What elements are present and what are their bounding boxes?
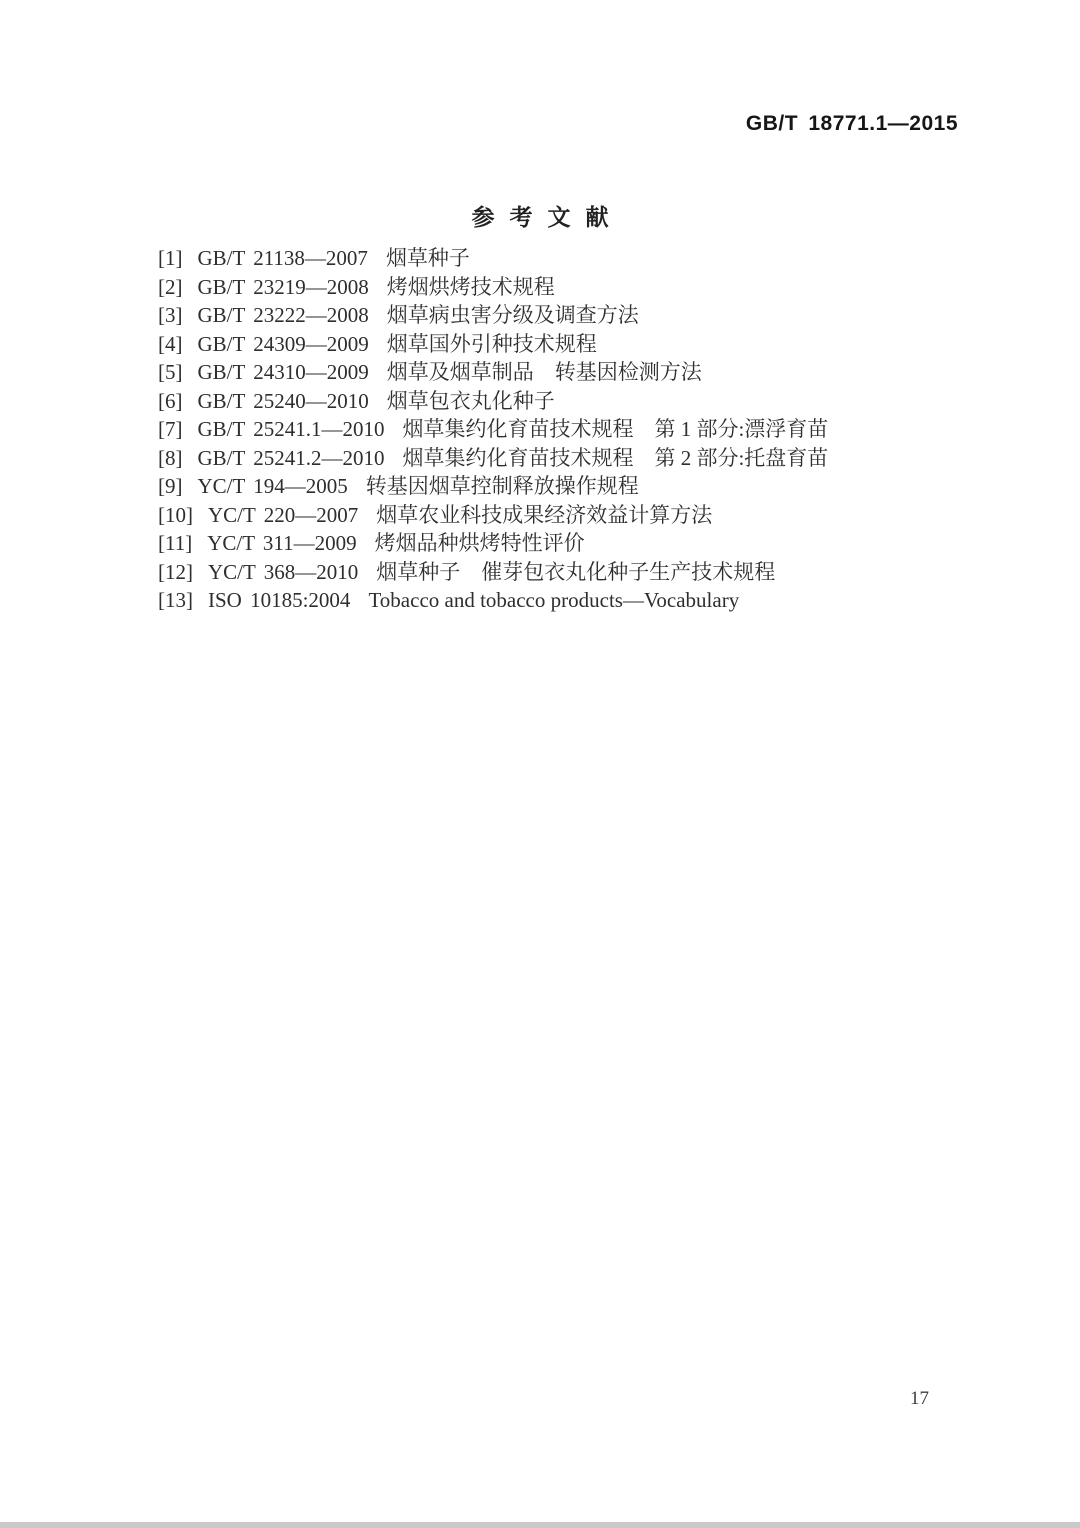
reference-code: GB/T 25240—2010 xyxy=(197,388,369,413)
reference-number: [11] xyxy=(158,531,193,555)
reference-item xyxy=(158,358,1020,387)
reference-code: GB/T 21138—2007 xyxy=(197,246,368,270)
reference-code: YC/T 368—2010 xyxy=(208,559,359,584)
reference-item xyxy=(158,330,1020,359)
reference-code: YC/T 194—2005 xyxy=(197,474,348,498)
reference-number: [8] xyxy=(158,445,183,470)
reference-item xyxy=(158,273,1020,302)
reference-code: GB/T 25241.2—2010 xyxy=(197,445,385,470)
reference-number: [13] xyxy=(158,588,193,612)
reference-code: GB/T 24310—2009 xyxy=(197,360,369,384)
reference-title: 烤烟品种烘烤特性评价 xyxy=(374,531,585,555)
reference-code: GB/T 25241.1—2010 xyxy=(197,417,385,441)
reference-number: [3] xyxy=(158,303,183,327)
reference-item xyxy=(158,301,1020,330)
reference-item xyxy=(158,558,1020,587)
reference-item xyxy=(158,529,1020,558)
reference-code: ISO 10185:2004 xyxy=(208,588,351,612)
reference-title: 烟草集约化育苗技术规程 第 2 部分:托盘育苗 xyxy=(402,445,829,470)
reference-title: 烟草包衣丸化种子 xyxy=(386,388,555,413)
reference-number: [12] xyxy=(158,559,193,584)
standard-number-header: GB/T 18771.1—2015 xyxy=(745,112,958,135)
reference-title: 烟草及烟草制品 转基因检测方法 xyxy=(386,360,702,384)
reference-code: YC/T 220—2007 xyxy=(208,502,359,527)
reference-number: [1] xyxy=(158,246,183,270)
reference-number: [9] xyxy=(158,474,183,498)
reference-title: 烟草集约化育苗技术规程 第 1 部分:漂浮育苗 xyxy=(402,417,829,441)
reference-number: [4] xyxy=(158,331,183,356)
references-list xyxy=(158,244,1020,615)
reference-code: GB/T 23219—2008 xyxy=(197,274,369,299)
reference-title: 烟草农业科技成果经济效益计算方法 xyxy=(376,502,713,527)
reference-item xyxy=(158,244,1020,273)
reference-item xyxy=(158,586,1020,615)
reference-title: 烟草种子 xyxy=(385,246,470,270)
reference-title: 烟草种子 催芽包衣丸化种子生产技术规程 xyxy=(376,559,776,584)
reference-title: 烟草病虫害分级及调查方法 xyxy=(386,303,639,327)
reference-title: Tobacco and tobacco products—Vocabulary xyxy=(368,588,740,612)
reference-code: GB/T 24309—2009 xyxy=(197,331,369,356)
reference-number: [2] xyxy=(158,274,183,299)
reference-number: [6] xyxy=(158,388,183,413)
scan-edge-bar xyxy=(0,1522,1080,1528)
reference-title: 转基因烟草控制释放操作规程 xyxy=(365,474,639,498)
reference-code: YC/T 311—2009 xyxy=(207,531,357,555)
reference-number: [10] xyxy=(158,502,193,527)
reference-item xyxy=(158,501,1020,530)
reference-number: [7] xyxy=(158,417,183,441)
reference-code: GB/T 23222—2008 xyxy=(197,303,369,327)
references-title: 参考文献 xyxy=(471,204,624,230)
reference-number: [5] xyxy=(158,360,183,384)
page-number: 17 xyxy=(910,1388,929,1409)
reference-title: 烤烟烘烤技术规程 xyxy=(386,274,555,299)
reference-title: 烟草国外引种技术规程 xyxy=(386,331,597,356)
reference-item xyxy=(158,387,1020,416)
reference-item xyxy=(158,415,1020,444)
reference-item xyxy=(158,444,1020,473)
reference-item xyxy=(158,472,1020,501)
